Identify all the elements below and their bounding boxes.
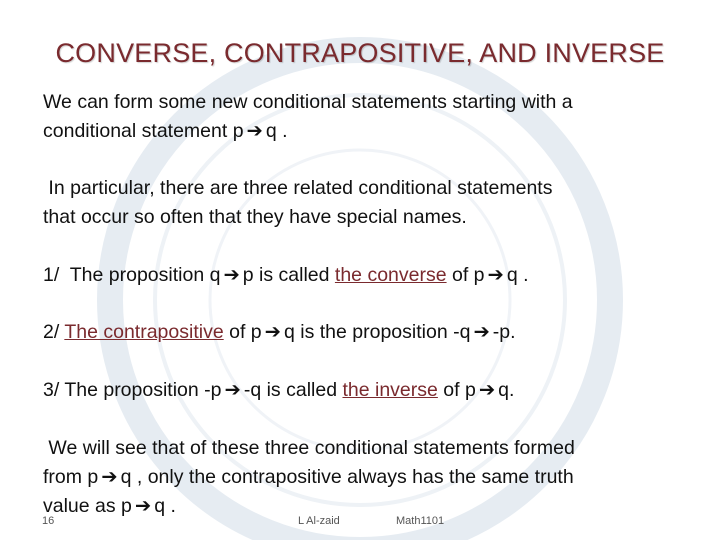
item-text: 1/ The proposition q xyxy=(43,264,221,286)
arrow-icon: ➔ xyxy=(487,264,504,286)
intro-text: conditional statement p xyxy=(43,120,244,142)
intro-text: q . xyxy=(265,120,288,142)
intro-paragraph xyxy=(43,88,683,146)
item-text: 3/ The proposition -p xyxy=(43,379,222,401)
contrapositive-term: The contrapositive xyxy=(64,321,224,343)
conclusion-line-1: We will see that of these three conditional statements formed xyxy=(43,437,575,459)
arrow-icon: ➔ xyxy=(264,321,281,343)
conclusion-text: from p xyxy=(43,466,99,488)
item-text: of p xyxy=(443,379,476,401)
intro-line-1: We can form some new conditional statements starting with a xyxy=(43,91,573,113)
item-text: of p xyxy=(229,321,262,343)
arrow-icon: ➔ xyxy=(473,321,490,343)
item-text: of p xyxy=(452,264,485,286)
converse-item xyxy=(43,261,683,290)
item-text: -p. xyxy=(492,321,516,343)
conclusion-line-2 xyxy=(43,463,683,492)
page-number: 16 xyxy=(42,515,55,527)
item-text: -q is called xyxy=(243,379,338,401)
conclusion-paragraph xyxy=(43,434,683,521)
arrow-icon: ➔ xyxy=(224,379,241,401)
item-text: q. xyxy=(498,379,515,401)
contrapositive-item xyxy=(43,318,683,347)
arrow-icon: ➔ xyxy=(478,379,496,401)
arrow-icon: ➔ xyxy=(223,264,240,286)
inverse-term: the inverse xyxy=(342,379,438,401)
contrapositive-line xyxy=(43,318,683,347)
conclusion-text: q , only the contrapositive always has the same truth xyxy=(120,466,574,488)
converse-term: the converse xyxy=(334,264,447,286)
converse-line xyxy=(43,261,683,290)
arrow-icon: ➔ xyxy=(134,495,152,517)
conclusion-line-3 xyxy=(43,492,683,521)
page-title: CONVERSE, CONTRAPOSITIVE, AND INVERSE xyxy=(55,38,665,68)
conclusion-text: value as p xyxy=(43,495,132,517)
particular-line-2: that occur so often that they have special names. xyxy=(43,206,467,228)
footer-author: L Al-zaid xyxy=(298,515,340,527)
item-text: q . xyxy=(506,264,529,286)
inverse-line xyxy=(43,376,683,405)
arrow-icon: ➔ xyxy=(101,466,118,488)
footer-course: Math1101 xyxy=(396,515,445,527)
particular-line-1: In particular, there are three related conditional statements xyxy=(43,177,553,199)
item-text: 2/ xyxy=(43,321,60,343)
item-text: p is called xyxy=(242,264,330,286)
intro-line-2 xyxy=(43,117,683,146)
conclusion-text: q . xyxy=(154,495,176,517)
inverse-item xyxy=(43,376,683,405)
arrow-icon: ➔ xyxy=(246,120,263,142)
particular-paragraph xyxy=(43,174,683,232)
item-text: q is the proposition -q xyxy=(283,321,471,343)
